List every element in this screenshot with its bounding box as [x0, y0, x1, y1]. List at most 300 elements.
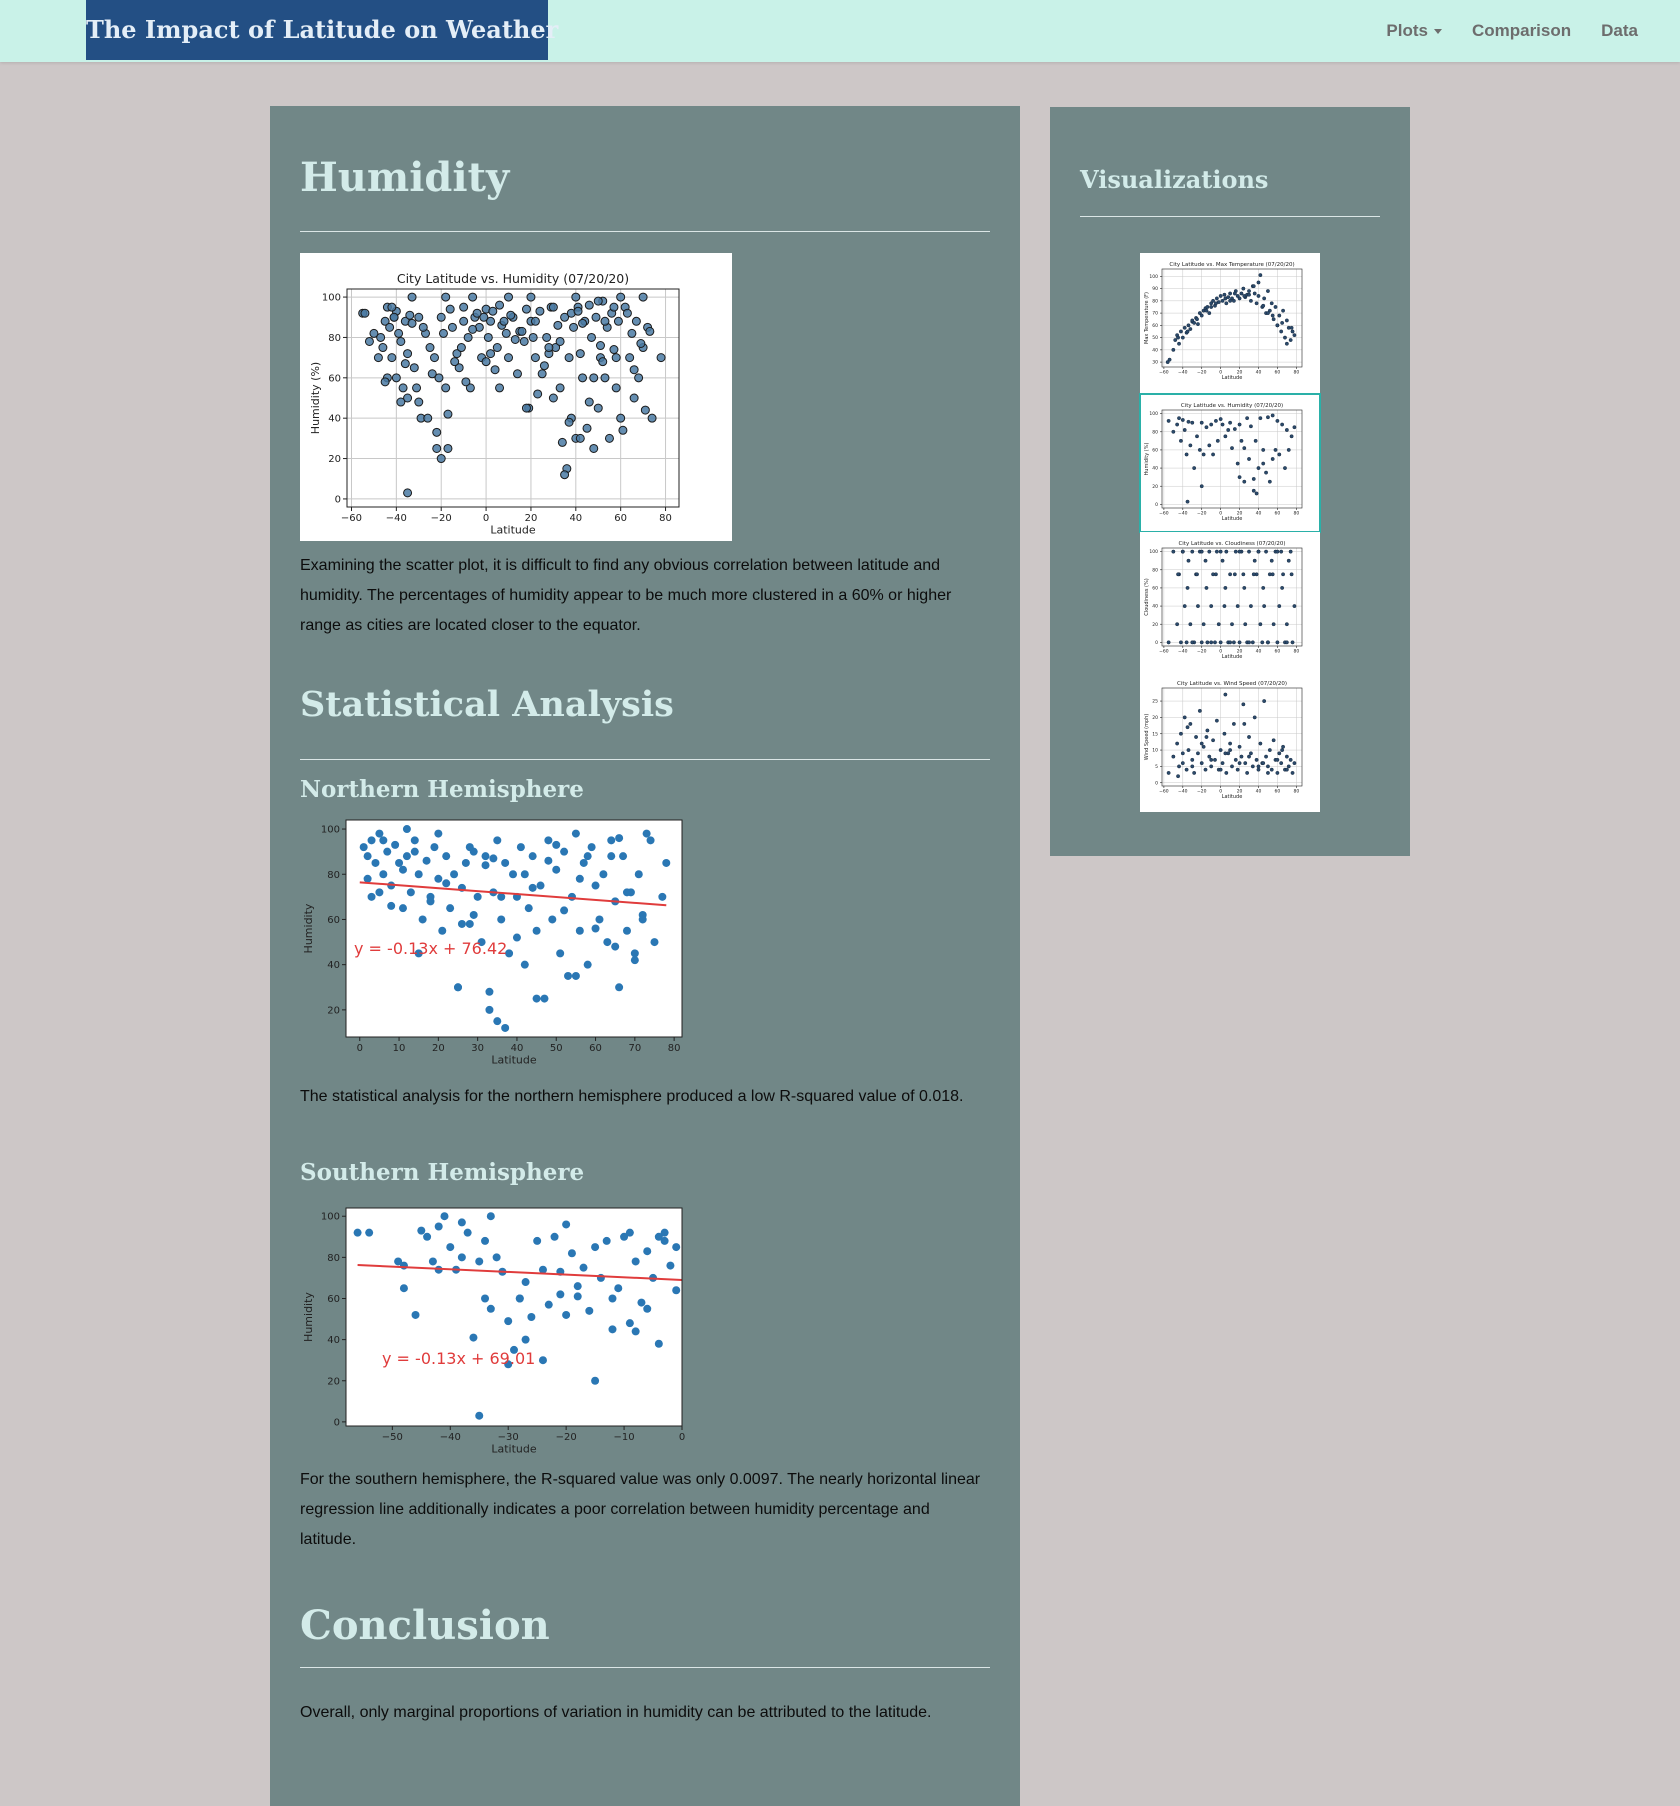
data-point — [1186, 726, 1189, 729]
data-point — [630, 366, 638, 374]
data-point — [1192, 771, 1195, 774]
data-point — [466, 920, 474, 928]
data-point — [404, 489, 412, 497]
data-point — [442, 852, 450, 860]
data-point — [545, 1301, 553, 1309]
data-point — [1233, 427, 1236, 430]
north-regression-svg — [300, 811, 690, 1071]
data-point — [543, 333, 551, 341]
data-point — [1272, 739, 1275, 742]
data-point — [628, 329, 636, 337]
data-point — [1219, 294, 1222, 297]
data-point — [556, 1290, 564, 1298]
data-point — [406, 311, 414, 319]
thumb-windspeed-svg — [1140, 672, 1320, 812]
data-point — [1276, 758, 1279, 761]
data-point — [1266, 641, 1269, 644]
data-point — [1276, 771, 1279, 774]
data-point — [1242, 573, 1245, 576]
data-point — [1195, 435, 1198, 438]
data-point — [1224, 435, 1227, 438]
data-point — [572, 293, 580, 301]
data-point — [554, 321, 562, 329]
data-point — [430, 843, 438, 851]
data-point — [442, 879, 450, 887]
data-point — [1223, 293, 1226, 296]
data-point — [399, 866, 407, 874]
data-point — [1221, 423, 1224, 426]
y-tick-label: 0 — [1155, 502, 1158, 508]
data-point — [1185, 768, 1188, 771]
data-point — [482, 861, 490, 869]
data-point — [501, 859, 509, 867]
data-point — [428, 370, 436, 378]
data-point — [1247, 289, 1250, 292]
x-tick-label: 20 — [1236, 789, 1243, 795]
data-point — [1189, 722, 1192, 725]
x-axis-label: Latitude — [1221, 375, 1243, 382]
data-point — [469, 325, 477, 333]
data-point — [1271, 414, 1274, 417]
data-point — [364, 875, 372, 883]
data-point — [1217, 623, 1220, 626]
data-point — [450, 870, 458, 878]
data-point — [1216, 439, 1219, 442]
thumbnail-wind-speed[interactable] — [1140, 672, 1320, 812]
south-title: Southern Hemisphere — [300, 1159, 585, 1186]
y-axis-label: Humidity — [302, 1292, 315, 1342]
nav-data-link[interactable] — [1601, 21, 1638, 41]
data-point — [599, 358, 607, 366]
data-point — [475, 1257, 483, 1265]
y-tick-label: 15 — [1152, 732, 1158, 738]
data-point — [370, 329, 378, 337]
data-point — [437, 313, 445, 321]
data-point — [1175, 742, 1178, 745]
x-tick-label: −20 — [1196, 370, 1207, 376]
data-point — [1224, 693, 1227, 696]
data-point — [615, 983, 623, 991]
data-point — [424, 414, 432, 422]
data-point — [643, 1247, 651, 1255]
data-point — [607, 836, 615, 844]
data-point — [1213, 641, 1216, 644]
data-point — [549, 303, 557, 311]
navbar — [0, 0, 1680, 62]
data-point — [1281, 745, 1284, 748]
data-point — [610, 303, 618, 311]
data-point — [1247, 457, 1250, 460]
data-point — [568, 893, 576, 901]
y-tick-label: 20 — [327, 1005, 340, 1017]
data-point — [493, 1017, 501, 1025]
data-point — [1223, 732, 1226, 735]
data-point — [1227, 428, 1230, 431]
data-point — [444, 444, 452, 452]
brand-link[interactable]: The Impact of Latitude on Weather — [86, 0, 548, 60]
y-tick-label: 60 — [1152, 448, 1158, 454]
data-point — [1225, 771, 1228, 774]
nav-plots-dropdown[interactable] — [1386, 21, 1442, 41]
y-tick-label: 80 — [327, 1252, 340, 1264]
x-tick-label: 80 — [1293, 789, 1300, 795]
visualizations-sidebar — [1050, 107, 1410, 856]
data-point — [1233, 292, 1236, 295]
data-point — [462, 378, 470, 386]
data-point — [1236, 462, 1239, 465]
x-tick-label: −60 — [340, 513, 363, 524]
x-axis-label: Latitude — [491, 1053, 537, 1067]
data-point — [1287, 559, 1290, 562]
data-point — [1253, 559, 1256, 562]
data-point — [540, 995, 548, 1003]
data-point — [1257, 550, 1260, 553]
data-point — [1236, 768, 1239, 771]
data-point — [518, 327, 526, 335]
data-point — [379, 344, 387, 352]
data-point — [1185, 641, 1188, 644]
data-point — [400, 1284, 408, 1292]
data-point — [610, 346, 618, 354]
data-point — [572, 830, 580, 838]
data-point — [1176, 573, 1179, 576]
data-point — [1208, 311, 1211, 314]
data-point — [1276, 419, 1279, 422]
data-point — [1259, 623, 1262, 626]
x-tick-label: 40 — [1255, 511, 1262, 517]
y-tick-label: 40 — [328, 413, 341, 425]
data-point — [1225, 302, 1228, 305]
data-point — [1238, 641, 1241, 644]
data-point — [648, 414, 656, 422]
y-tick-label: 10 — [1152, 748, 1158, 754]
y-tick-label: 40 — [1152, 604, 1158, 610]
data-point — [1262, 586, 1265, 589]
data-point — [1200, 550, 1203, 553]
data-point — [551, 1233, 559, 1241]
humidity-scatter-svg — [300, 253, 732, 541]
data-point — [415, 398, 423, 406]
y-tick-label: 20 — [327, 1376, 340, 1388]
y-axis-label: Max Temperature (F) — [1144, 292, 1150, 344]
x-tick-label: 40 — [1255, 370, 1262, 376]
data-point — [1195, 573, 1198, 576]
data-point — [630, 394, 638, 402]
data-point — [1187, 324, 1190, 327]
data-point — [1189, 327, 1192, 330]
data-point — [552, 841, 560, 849]
data-point — [1200, 485, 1203, 488]
data-point — [442, 384, 450, 392]
data-point — [423, 857, 431, 865]
data-point — [1234, 550, 1237, 553]
data-point — [520, 337, 528, 345]
data-point — [1280, 321, 1283, 324]
y-tick-label: 60 — [327, 1293, 340, 1305]
data-point — [1238, 297, 1241, 300]
data-point — [576, 350, 584, 358]
data-point — [1257, 765, 1260, 768]
data-point — [1200, 641, 1203, 644]
data-point — [1259, 273, 1262, 276]
data-point — [1287, 448, 1290, 451]
data-point — [511, 335, 519, 343]
data-point — [1191, 765, 1194, 768]
data-point — [1209, 604, 1212, 607]
data-point — [1259, 742, 1262, 745]
data-point — [643, 1305, 651, 1313]
nav-comparison-label: Comparison — [1471, 21, 1572, 40]
data-point — [574, 1292, 582, 1300]
data-point — [1214, 302, 1217, 305]
data-point — [1270, 559, 1273, 562]
data-point — [588, 843, 596, 851]
data-point — [646, 327, 654, 335]
y-tick-label: 40 — [327, 960, 340, 972]
data-point — [560, 848, 568, 856]
data-point — [1209, 758, 1212, 761]
data-point — [1206, 305, 1209, 308]
data-point — [584, 961, 592, 969]
data-point — [1253, 716, 1256, 719]
data-point — [623, 888, 631, 896]
data-point — [527, 1313, 535, 1321]
thumbnail-max-temperature[interactable] — [1140, 253, 1320, 393]
data-point — [1172, 550, 1175, 553]
x-tick-label: −20 — [1196, 789, 1207, 795]
data-point — [407, 888, 415, 896]
data-point — [434, 875, 442, 883]
data-point — [558, 438, 566, 446]
data-point — [1290, 435, 1293, 438]
data-point — [1289, 758, 1292, 761]
data-point — [1240, 755, 1243, 758]
data-point — [1179, 330, 1182, 333]
data-point — [1251, 641, 1254, 644]
data-point — [1167, 419, 1170, 422]
data-point — [493, 836, 501, 844]
stats-title: Statistical Analysis — [300, 684, 674, 725]
data-point — [446, 305, 454, 313]
data-point — [442, 293, 450, 301]
data-point — [1285, 428, 1288, 431]
x-tick-label: 60 — [1274, 789, 1281, 795]
data-point — [419, 323, 427, 331]
data-point — [1285, 768, 1288, 771]
x-tick-label: 70 — [628, 1043, 642, 1054]
data-point — [548, 915, 556, 923]
x-tick-label: 60 — [1274, 649, 1281, 655]
data-point — [1276, 641, 1279, 644]
data-point — [1264, 550, 1267, 553]
data-point — [522, 404, 530, 412]
data-point — [1266, 311, 1269, 314]
data-point — [1211, 453, 1214, 456]
data-point — [507, 311, 515, 319]
data-point — [552, 866, 560, 874]
data-point — [1247, 755, 1250, 758]
data-point — [1293, 333, 1296, 336]
x-tick-label: 60 — [1274, 511, 1281, 517]
data-point — [1186, 500, 1189, 503]
data-point — [1205, 586, 1208, 589]
x-tick-label: 20 — [1236, 511, 1243, 517]
data-point — [603, 1237, 611, 1245]
data-point — [1274, 448, 1277, 451]
data-point — [522, 1336, 530, 1344]
x-tick-label: −40 — [1178, 649, 1188, 655]
data-point — [423, 1233, 431, 1241]
data-point — [464, 1229, 472, 1237]
data-point — [584, 852, 592, 860]
data-point — [481, 1294, 489, 1302]
data-point — [1287, 765, 1290, 768]
data-point — [533, 1237, 541, 1245]
data-point — [1240, 439, 1243, 442]
x-axis-label: Latitude — [491, 1442, 537, 1456]
data-point — [1168, 358, 1171, 361]
data-point — [637, 1299, 645, 1307]
data-point — [415, 313, 423, 321]
y-tick-label: 25 — [1152, 699, 1158, 705]
data-point — [603, 938, 611, 946]
data-point — [1259, 416, 1262, 419]
data-point — [596, 342, 604, 350]
north-title: Northern Hemisphere — [300, 776, 584, 803]
thumbnail-cloudiness[interactable] — [1140, 532, 1320, 672]
y-axis-label: Humidity — [302, 903, 315, 954]
data-point — [448, 323, 456, 331]
data-point — [1208, 755, 1211, 758]
data-point — [1215, 719, 1218, 722]
data-point — [531, 354, 539, 362]
data-point — [591, 1243, 599, 1251]
data-point — [411, 848, 419, 856]
data-point — [1191, 641, 1194, 644]
y-tick-label: 40 — [1152, 348, 1158, 354]
thumb-temperature-svg — [1140, 253, 1320, 393]
data-point — [1281, 309, 1284, 312]
data-point — [1249, 425, 1252, 428]
regression-equation: y = -0.13x + 69.01 — [382, 1349, 536, 1368]
y-tick-label: 100 — [1149, 412, 1158, 418]
data-point — [1293, 604, 1296, 607]
data-point — [1254, 439, 1257, 442]
data-point — [1266, 416, 1269, 419]
data-point — [439, 329, 447, 337]
data-point — [1191, 319, 1194, 322]
data-point — [537, 882, 545, 890]
caret-down-icon — [1434, 29, 1442, 34]
data-point — [360, 843, 368, 851]
data-point — [1293, 761, 1296, 764]
thumbnail-humidity[interactable] — [1140, 394, 1320, 532]
data-point — [574, 307, 582, 315]
data-point — [632, 1257, 640, 1265]
data-point — [430, 354, 438, 362]
data-point — [1228, 299, 1231, 302]
data-point — [400, 1262, 408, 1270]
data-point — [580, 1264, 588, 1272]
data-point — [1252, 489, 1255, 492]
data-point — [585, 301, 593, 309]
data-point — [1185, 453, 1188, 456]
data-point — [497, 915, 505, 923]
data-point — [1194, 735, 1197, 738]
x-tick-label: 0 — [356, 1043, 363, 1054]
data-point — [1255, 758, 1258, 761]
data-point — [1186, 586, 1189, 589]
data-point — [1238, 761, 1241, 764]
data-point — [462, 859, 470, 867]
data-point — [469, 1334, 477, 1342]
x-tick-label: −40 — [1178, 511, 1188, 517]
data-point — [576, 875, 584, 883]
data-point — [493, 344, 501, 352]
y-tick-label: 100 — [1149, 274, 1158, 280]
data-point — [626, 1229, 634, 1237]
data-point — [434, 830, 442, 838]
data-point — [489, 854, 497, 862]
data-point — [1192, 466, 1195, 469]
y-tick-label: 5 — [1155, 764, 1158, 770]
data-point — [1264, 471, 1267, 474]
data-point — [496, 301, 504, 309]
data-point — [590, 444, 598, 452]
chart-title: City Latitude vs. Wind Speed (07/20/20) — [1176, 681, 1288, 687]
data-point — [1224, 586, 1227, 589]
data-point — [1290, 326, 1293, 329]
data-point — [487, 1305, 495, 1313]
y-tick-label: 50 — [1152, 336, 1158, 342]
data-point — [1234, 758, 1237, 761]
data-point — [437, 455, 445, 463]
data-point — [626, 354, 634, 362]
data-point — [1262, 761, 1265, 764]
nav-comparison-link[interactable] — [1472, 21, 1571, 41]
data-point — [1251, 765, 1254, 768]
north-regression-plot — [300, 811, 690, 1071]
x-tick-label: 80 — [1293, 511, 1300, 517]
y-tick-label: 40 — [327, 1335, 340, 1347]
data-point — [383, 848, 391, 856]
data-point — [1255, 302, 1258, 305]
data-point — [426, 897, 434, 905]
data-point — [417, 1227, 425, 1235]
data-point — [513, 370, 521, 378]
data-point — [446, 904, 454, 912]
y-tick-label: 100 — [1149, 550, 1158, 556]
data-point — [493, 1253, 501, 1261]
data-point — [1247, 550, 1250, 553]
x-tick-label: −30 — [497, 1432, 519, 1443]
data-point — [1257, 768, 1260, 771]
data-point — [570, 323, 578, 331]
data-point — [1233, 573, 1236, 576]
data-point — [1228, 421, 1231, 424]
data-point — [1242, 287, 1245, 290]
x-tick-label: −40 — [385, 513, 407, 524]
data-point — [1202, 453, 1205, 456]
data-point — [1243, 446, 1246, 449]
data-point — [374, 354, 382, 362]
data-point — [1238, 423, 1241, 426]
data-point — [1215, 550, 1218, 553]
data-point — [564, 972, 572, 980]
data-point — [1264, 755, 1267, 758]
data-point — [375, 830, 383, 838]
y-tick-label: 60 — [1152, 586, 1158, 592]
